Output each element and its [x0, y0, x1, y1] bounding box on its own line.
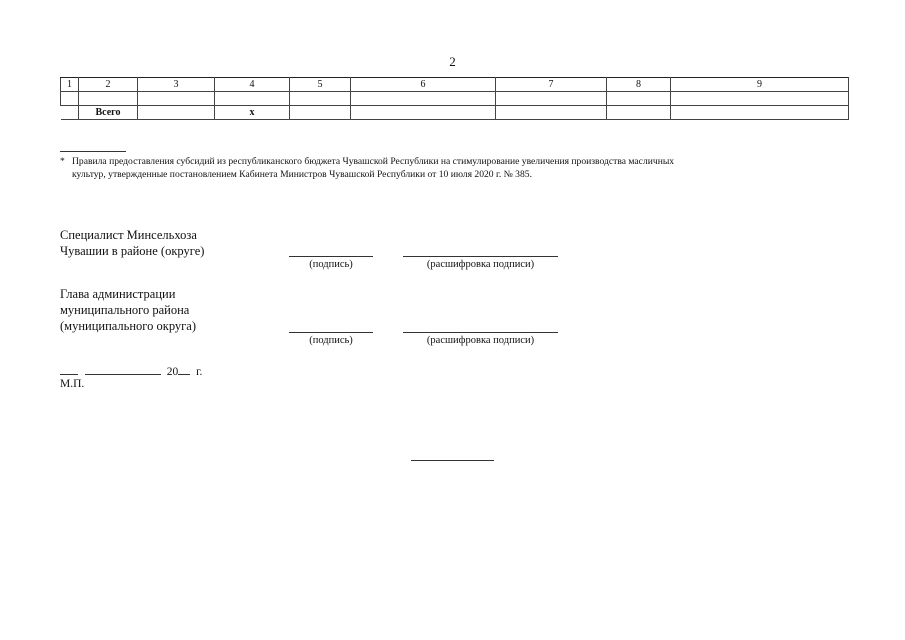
- table-cell: [215, 92, 290, 106]
- table-cell: [138, 92, 215, 106]
- decryption-caption: (расшифровка подписи): [426, 259, 535, 270]
- table-total-row: [61, 106, 849, 120]
- table-cell: [351, 106, 496, 120]
- table-cell: [607, 106, 671, 120]
- table-header-row: [61, 78, 849, 92]
- table-header-cell: 2: [79, 78, 138, 92]
- table-header-cell: 8: [607, 78, 671, 92]
- table-cell: [290, 92, 351, 106]
- table-header-cell: 4: [215, 78, 290, 92]
- signature-line: [289, 256, 373, 257]
- table-header-cell: 9: [671, 78, 849, 92]
- date-year-blank: [178, 364, 190, 375]
- table-cell: [61, 92, 79, 106]
- signer-title-line: Глава администрации: [60, 287, 176, 301]
- table-row: [61, 92, 849, 106]
- signer-title-line: (муниципального округа): [60, 319, 196, 333]
- table-cell: [671, 106, 849, 120]
- footnote-line-2: культур, утвержденные постановлением Кабинета Министров Чувашской Республики от 10 июля 2020 г. № 385.: [72, 169, 532, 180]
- table-header-cell: 5: [290, 78, 351, 92]
- table-header-cell: 7: [496, 78, 607, 92]
- signature-caption: (подпись): [309, 335, 353, 346]
- table-cell: [607, 92, 671, 106]
- subsidy-table: [60, 77, 849, 120]
- end-divider: [411, 460, 494, 461]
- date-year-suffix: г.: [196, 366, 203, 378]
- footnote-marker: *: [60, 156, 65, 167]
- table-cell: [61, 106, 79, 120]
- signer-title-line: Чувашии в районе (округе): [60, 244, 205, 258]
- total-label: Всего: [79, 106, 138, 120]
- table-cell: [496, 106, 607, 120]
- footnote-divider: [60, 151, 126, 152]
- table-cell: [290, 106, 351, 120]
- stamp-label: М.П.: [60, 378, 85, 390]
- table-header-cell: 3: [138, 78, 215, 92]
- signature-caption: (подпись): [309, 259, 353, 270]
- table-cell: [79, 92, 138, 106]
- signer-title-head: [60, 286, 196, 334]
- total-x-mark: х: [215, 106, 290, 120]
- signer-title-specialist: [60, 227, 204, 259]
- decryption-line: [403, 256, 558, 257]
- date-month-blank: [85, 364, 161, 375]
- table-cell: [138, 106, 215, 120]
- page-number: 2: [449, 54, 456, 69]
- decryption-line: [403, 332, 558, 333]
- table-header-cell: 6: [351, 78, 496, 92]
- signer-title-line: Специалист Минсельхоза: [60, 228, 197, 242]
- table-cell: [351, 92, 496, 106]
- decryption-caption: (расшифровка подписи): [426, 335, 535, 346]
- table-header-cell: 1: [61, 78, 79, 92]
- footnote: [60, 155, 848, 181]
- footnote-line-1: Правила предоставления субсидий из республиканского бюджета Чувашской Республики на стимулирование увеличения производства масличных: [72, 156, 675, 167]
- table-cell: [496, 92, 607, 106]
- signer-title-line: муниципального района: [60, 303, 190, 317]
- table-cell: [671, 92, 849, 106]
- signature-line: [289, 332, 373, 333]
- date-day-blank: [60, 364, 78, 375]
- date-field: [60, 364, 202, 378]
- date-year-prefix: 20: [166, 366, 179, 378]
